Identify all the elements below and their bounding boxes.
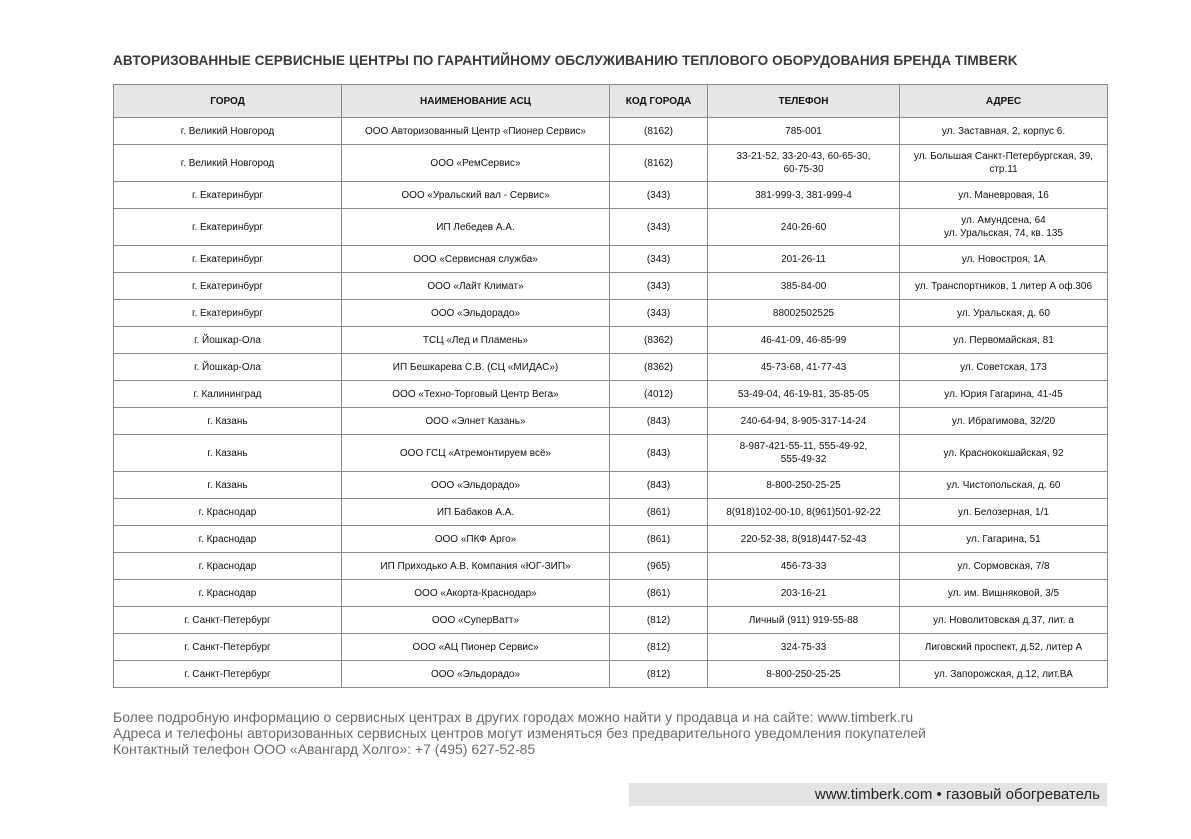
cell-phone bbox=[708, 526, 900, 553]
cell-code-text: (861) bbox=[646, 533, 671, 545]
cell-code-text: (861) bbox=[646, 587, 671, 599]
cell-address-text: ул. Краснококшайская, 92 bbox=[943, 447, 1064, 459]
cell-address-text: ул. им. Вишняковой, 3/5 bbox=[947, 587, 1060, 599]
cell-city bbox=[114, 118, 342, 145]
cell-address bbox=[900, 354, 1108, 381]
cell-address-text: ул. Ибрагимова, 32/20 bbox=[951, 415, 1056, 427]
cell-phone bbox=[708, 354, 900, 381]
cell-phone-text: 8(918)102-00-10, 8(961)501-92-22 bbox=[726, 506, 881, 518]
cell-name-text: ИП Бешкарева С.В. (СЦ «МИДАС») bbox=[392, 361, 559, 373]
table-row bbox=[114, 472, 1108, 499]
cell-city-text: г. Краснодар bbox=[198, 506, 257, 518]
cell-address-text: Лиговский проспект, д.52, литер А bbox=[924, 641, 1083, 653]
cell-code bbox=[610, 607, 708, 634]
cell-phone bbox=[708, 553, 900, 580]
cell-address bbox=[900, 408, 1108, 435]
table-row bbox=[114, 118, 1108, 145]
cell-name-text: ООО «АЦ Пионер Сервис» bbox=[412, 641, 539, 653]
cell-name bbox=[342, 327, 610, 354]
table-row bbox=[114, 435, 1108, 472]
cell-city bbox=[114, 526, 342, 553]
table-row bbox=[114, 145, 1108, 182]
cell-address bbox=[900, 182, 1108, 209]
cell-name bbox=[342, 354, 610, 381]
cell-name-text: ООО «Сервисная служба» bbox=[413, 253, 538, 265]
cell-code bbox=[610, 499, 708, 526]
cell-address-text: ул. Уральская, д. 60 bbox=[957, 307, 1050, 319]
cell-address-text: ул. Белозерная, 1/1 bbox=[958, 506, 1049, 518]
cell-name-text: ТСЦ «Лед и Пламень» bbox=[422, 334, 529, 346]
cell-code bbox=[610, 661, 708, 688]
cell-name bbox=[342, 472, 610, 499]
cell-phone-text-line2: 60-75-30 bbox=[783, 164, 824, 175]
cell-address-text: ул. Заставная, 2, корпус 6. bbox=[941, 125, 1066, 137]
cell-code-text: (343) bbox=[646, 280, 671, 292]
footer-disclaimer-line: Адреса и телефоны авторизованных сервисных центров могут изменяться без предварительного уведомления покупателей bbox=[113, 725, 926, 741]
cell-code-text: (812) bbox=[646, 614, 671, 626]
table-row bbox=[114, 209, 1108, 246]
header-address: АДРЕС bbox=[900, 85, 1108, 118]
table-row bbox=[114, 246, 1108, 273]
cell-code bbox=[610, 472, 708, 499]
cell-address-text: ул. Большая Санкт-Петербургская, 39, bbox=[913, 151, 1094, 162]
cell-address-text: ул. Чистопольская, д. 60 bbox=[946, 479, 1061, 491]
cell-phone-text: 53-49-04, 46-19-81, 35-85-05 bbox=[737, 388, 870, 400]
cell-city-text: г. Краснодар bbox=[198, 533, 257, 545]
cell-code-text: (4012) bbox=[644, 388, 673, 400]
cell-name bbox=[342, 499, 610, 526]
header-phone: ТЕЛЕФОН bbox=[708, 85, 900, 118]
table-row bbox=[114, 607, 1108, 634]
cell-address bbox=[900, 607, 1108, 634]
table-row bbox=[114, 381, 1108, 408]
cell-phone-text: 46-41-09, 46-85-99 bbox=[760, 334, 847, 346]
cell-code-text: (812) bbox=[646, 668, 671, 680]
cell-name-text: ООО Авторизованный Центр «Пионер Сервис» bbox=[365, 125, 586, 137]
cell-code-text: (965) bbox=[646, 560, 671, 572]
cell-address-text: ул. Гагарина, 51 bbox=[966, 533, 1041, 545]
table-row bbox=[114, 526, 1108, 553]
cell-name bbox=[342, 381, 610, 408]
cell-address-text: ул. Новолитовская д.37, лит. а bbox=[933, 614, 1074, 626]
cell-code-text: (343) bbox=[646, 189, 671, 201]
cell-code-text: (861) bbox=[646, 506, 671, 518]
cell-name-text: ИП Приходько А.В. Компания «ЮГ-ЗИП» bbox=[380, 560, 571, 572]
cell-phone bbox=[708, 145, 900, 182]
cell-address bbox=[900, 634, 1108, 661]
cell-city-text: г. Екатеринбург bbox=[192, 280, 263, 292]
cell-name-text: ИП Бабаков А.А. bbox=[436, 506, 515, 518]
cell-address-text: ул. Первомайская, 81 bbox=[953, 334, 1054, 346]
cell-phone-text: 45-73-68, 41-77-43 bbox=[760, 361, 847, 373]
cell-phone-text: 785-001 bbox=[785, 125, 822, 137]
footer-contact-line: Контактный телефон ООО «Авангард Холго»: +7 (495) 627-52-85 bbox=[113, 741, 536, 757]
cell-address-text: ул. Запорожская, д.12, лит.ВА bbox=[934, 668, 1073, 680]
cell-phone bbox=[708, 472, 900, 499]
cell-code-text: (843) bbox=[646, 415, 671, 427]
cell-city-text: г. Екатеринбург bbox=[192, 189, 263, 201]
cell-code bbox=[610, 408, 708, 435]
cell-phone-text: Личный (911) 919-55-88 bbox=[748, 614, 859, 626]
cell-code-text: (343) bbox=[646, 307, 671, 319]
cell-city bbox=[114, 472, 342, 499]
cell-name bbox=[342, 526, 610, 553]
cell-address bbox=[900, 246, 1108, 273]
cell-name bbox=[342, 273, 610, 300]
cell-code bbox=[610, 580, 708, 607]
cell-phone-text: 220-52-38, 8(918)447-52-43 bbox=[740, 533, 867, 545]
cell-city bbox=[114, 381, 342, 408]
cell-name bbox=[342, 553, 610, 580]
cell-name-text: ООО ГСЦ «Атремонтируем всё» bbox=[399, 447, 552, 459]
cell-address-text: ул. Новостроя, 1А bbox=[961, 253, 1046, 265]
cell-city bbox=[114, 607, 342, 634]
cell-name bbox=[342, 246, 610, 273]
cell-city bbox=[114, 300, 342, 327]
cell-phone-text: 88002502525 bbox=[772, 307, 835, 319]
cell-name-text: ИП Лебедев А.А. bbox=[436, 221, 515, 233]
cell-city bbox=[114, 499, 342, 526]
cell-city bbox=[114, 580, 342, 607]
cell-city-text: г. Екатеринбург bbox=[192, 307, 263, 319]
table-row bbox=[114, 634, 1108, 661]
cell-address-text: ул. Амундсена, 64 bbox=[961, 215, 1046, 226]
table-row bbox=[114, 408, 1108, 435]
cell-phone-text: 8-800-250-25-25 bbox=[766, 479, 841, 491]
cell-city-text: г. Казань bbox=[207, 447, 248, 459]
cell-code-text: (343) bbox=[646, 221, 671, 233]
cell-phone-text: 8-800-250-25-25 bbox=[766, 668, 841, 680]
table-row bbox=[114, 580, 1108, 607]
cell-name-text: ООО «Акорта-Краснодар» bbox=[414, 587, 537, 599]
cell-code bbox=[610, 381, 708, 408]
cell-code-text: (343) bbox=[646, 253, 671, 265]
cell-name bbox=[342, 300, 610, 327]
cell-address bbox=[900, 553, 1108, 580]
cell-city bbox=[114, 273, 342, 300]
cell-city-text: г. Краснодар bbox=[198, 560, 257, 572]
cell-city-text: г. Великий Новгород bbox=[180, 125, 275, 137]
cell-city-text: г. Великий Новгород bbox=[180, 157, 275, 169]
cell-city bbox=[114, 354, 342, 381]
cell-city-text: г. Санкт-Петербург bbox=[184, 668, 271, 680]
cell-address bbox=[900, 209, 1108, 246]
table-row bbox=[114, 354, 1108, 381]
cell-code bbox=[610, 118, 708, 145]
cell-name bbox=[342, 661, 610, 688]
footer-info-line: Более подробную информацию о сервисных центрах в других городах можно найти у продавца и на сайте: www.timberk.ru bbox=[113, 709, 914, 725]
cell-phone bbox=[708, 381, 900, 408]
cell-address-text-line2: стр.11 bbox=[989, 164, 1018, 175]
cell-city-text: г. Краснодар bbox=[198, 587, 257, 599]
cell-city-text: г. Екатеринбург bbox=[192, 221, 263, 233]
cell-name bbox=[342, 118, 610, 145]
cell-address-text: ул. Юрия Гагарина, 41-45 bbox=[944, 388, 1063, 400]
cell-phone bbox=[708, 499, 900, 526]
cell-city-text: г. Екатеринбург bbox=[192, 253, 263, 265]
cell-address bbox=[900, 661, 1108, 688]
cell-address bbox=[900, 300, 1108, 327]
cell-city bbox=[114, 209, 342, 246]
cell-phone-text-line2: 555-49-32 bbox=[780, 454, 827, 465]
cell-phone-text: 33-21-52, 33-20-43, 60-65-30, bbox=[736, 151, 871, 162]
cell-code bbox=[610, 246, 708, 273]
cell-name bbox=[342, 408, 610, 435]
cell-phone-text: 240-26-60 bbox=[780, 221, 827, 233]
cell-code-text: (8162) bbox=[644, 157, 673, 169]
cell-address bbox=[900, 273, 1108, 300]
header-name: НАИМЕНОВАНИЕ АСЦ bbox=[342, 85, 610, 118]
cell-phone bbox=[708, 580, 900, 607]
cell-code bbox=[610, 354, 708, 381]
cell-city bbox=[114, 553, 342, 580]
cell-name-text: ООО «Эльдорадо» bbox=[430, 307, 521, 319]
cell-code bbox=[610, 634, 708, 661]
cell-city bbox=[114, 634, 342, 661]
cell-phone bbox=[708, 435, 900, 472]
cell-name bbox=[342, 607, 610, 634]
cell-name-text: ООО «Элнет Казань» bbox=[425, 415, 526, 427]
cell-address-text-line2: ул. Уральская, 74, кв. 135 bbox=[944, 228, 1063, 239]
cell-city-text: г. Йошкар-Ола bbox=[194, 361, 261, 373]
cell-city-text: г. Йошкар-Ола bbox=[194, 334, 261, 346]
cell-name-text: ООО «СуперВатт» bbox=[431, 614, 520, 626]
table-row bbox=[114, 182, 1108, 209]
cell-code bbox=[610, 327, 708, 354]
cell-code-text: (843) bbox=[646, 447, 671, 459]
cell-city-text: г. Санкт-Петербург bbox=[184, 641, 271, 653]
service-centers-table bbox=[113, 84, 1108, 688]
cell-name-text: ООО «Эльдорадо» bbox=[430, 479, 521, 491]
cell-city-text: г. Калининград bbox=[193, 388, 262, 400]
cell-phone-text: 381-999-3, 381-999-4 bbox=[755, 189, 852, 201]
cell-city bbox=[114, 661, 342, 688]
footer-notes bbox=[113, 709, 926, 757]
cell-phone-text: 456-73-33 bbox=[780, 560, 827, 572]
cell-phone-text: 201-26-11 bbox=[781, 253, 826, 265]
cell-address bbox=[900, 435, 1108, 472]
cell-code bbox=[610, 209, 708, 246]
cell-phone-text: 203-16-21 bbox=[780, 587, 827, 599]
cell-address-text: ул. Советская, 173 bbox=[960, 361, 1047, 373]
cell-phone bbox=[708, 634, 900, 661]
table-body bbox=[114, 118, 1108, 688]
cell-address bbox=[900, 472, 1108, 499]
cell-city bbox=[114, 408, 342, 435]
cell-name-text: ООО «Техно-Торговый Центр Вега» bbox=[392, 388, 559, 400]
cell-name-text: ООО «Лайт Климат» bbox=[427, 280, 524, 292]
cell-name bbox=[342, 182, 610, 209]
cell-code bbox=[610, 553, 708, 580]
table-row bbox=[114, 499, 1108, 526]
cell-address bbox=[900, 327, 1108, 354]
cell-phone bbox=[708, 209, 900, 246]
cell-city bbox=[114, 435, 342, 472]
cell-city-text: г. Казань bbox=[207, 415, 248, 427]
cell-code bbox=[610, 526, 708, 553]
table-row bbox=[114, 661, 1108, 688]
cell-phone-text: 8-987-421-55-11, 555-49-92, bbox=[739, 441, 868, 452]
cell-address bbox=[900, 381, 1108, 408]
cell-phone bbox=[708, 661, 900, 688]
cell-city bbox=[114, 327, 342, 354]
cell-code bbox=[610, 182, 708, 209]
cell-address bbox=[900, 526, 1108, 553]
cell-code-text: (843) bbox=[646, 479, 671, 491]
cell-phone bbox=[708, 246, 900, 273]
cell-address bbox=[900, 580, 1108, 607]
cell-phone-text: 324-75-33 bbox=[780, 641, 827, 653]
cell-phone bbox=[708, 607, 900, 634]
table-header-row bbox=[114, 85, 1108, 118]
cell-code bbox=[610, 435, 708, 472]
table-row bbox=[114, 553, 1108, 580]
header-city: ГОРОД bbox=[114, 85, 342, 118]
cell-code-text: (812) bbox=[646, 641, 671, 653]
cell-phone bbox=[708, 300, 900, 327]
table-row bbox=[114, 273, 1108, 300]
page-title: АВТОРИЗОВАННЫЕ СЕРВИСНЫЕ ЦЕНТРЫ ПО ГАРАНТИЙНОМУ ОБСЛУЖИВАНИЮ ТЕПЛОВОГО ОБОРУДОВАНИЯ БРЕНДА TIMBERK bbox=[113, 53, 1018, 68]
cell-address-text: ул. Маневровая, 16 bbox=[958, 189, 1049, 201]
cell-name-text: ООО «РемСервис» bbox=[430, 157, 521, 169]
cell-address bbox=[900, 118, 1108, 145]
table-row bbox=[114, 300, 1108, 327]
cell-name bbox=[342, 435, 610, 472]
cell-name bbox=[342, 209, 610, 246]
cell-city bbox=[114, 145, 342, 182]
cell-code-text: (8162) bbox=[644, 125, 673, 137]
cell-name-text: ООО «Эльдорадо» bbox=[430, 668, 521, 680]
cell-city bbox=[114, 182, 342, 209]
cell-name bbox=[342, 580, 610, 607]
cell-code bbox=[610, 273, 708, 300]
cell-city-text: г. Санкт-Петербург bbox=[184, 614, 271, 626]
cell-address-text: ул. Транспортников, 1 литер А оф.306 bbox=[914, 280, 1093, 292]
cell-name-text: ООО «Уральский вал - Сервис» bbox=[401, 189, 550, 201]
cell-phone bbox=[708, 327, 900, 354]
cell-name bbox=[342, 145, 610, 182]
cell-address bbox=[900, 499, 1108, 526]
cell-code bbox=[610, 145, 708, 182]
cell-phone bbox=[708, 118, 900, 145]
cell-city bbox=[114, 246, 342, 273]
cell-phone bbox=[708, 182, 900, 209]
header-code: КОД ГОРОДА bbox=[610, 85, 708, 118]
table-row bbox=[114, 327, 1108, 354]
cell-code bbox=[610, 300, 708, 327]
cell-code-text: (8362) bbox=[644, 334, 673, 346]
bottom-bar: www.timberk.com • газовый обогреватель bbox=[629, 783, 1107, 806]
cell-address-text: ул. Сормовская, 7/8 bbox=[957, 560, 1050, 572]
cell-phone-text: 240-64-94, 8-905-317-14-24 bbox=[740, 415, 867, 427]
cell-phone bbox=[708, 273, 900, 300]
cell-phone-text: 385-84-00 bbox=[780, 280, 827, 292]
cell-code-text: (8362) bbox=[644, 361, 673, 373]
cell-city-text: г. Казань bbox=[207, 479, 248, 491]
cell-name-text: ООО «ПКФ Арго» bbox=[434, 533, 517, 545]
cell-name bbox=[342, 634, 610, 661]
cell-phone bbox=[708, 408, 900, 435]
cell-address bbox=[900, 145, 1108, 182]
